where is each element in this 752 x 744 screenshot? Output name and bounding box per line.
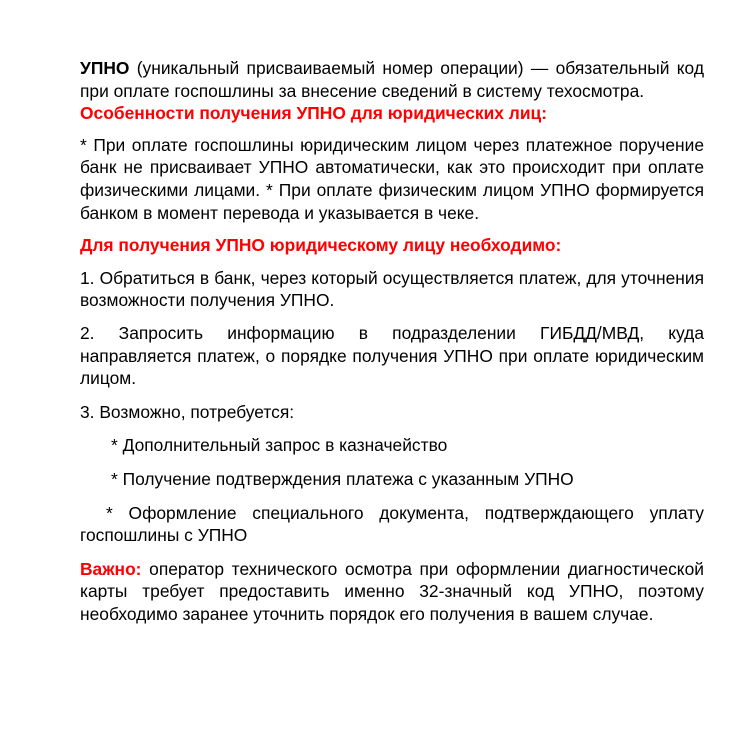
requirements-heading: Для получения УПНО юридическому лицу необходимо: (80, 235, 562, 256)
important-text: оператор технического осмотра при оформлении диагностической карты требует предоставить именно 32-значный код УПНО, поэтому необходимо заранее уточнить порядок его получения в вашем случае. (80, 558, 704, 624)
sub-item-treasury-request: * Дополнительный запрос в казначейство (111, 435, 448, 456)
features-heading: Особенности получения УПНО для юридических лиц: (80, 103, 547, 124)
important-label: Важно: (80, 558, 142, 579)
intro-text: (уникальный присваиваемый номер операции) — обязательный код при оплате госпошлины за внесение сведений в систему техосмотра. (80, 58, 704, 101)
intro-paragraph (80, 57, 704, 102)
sub-item-special-document: * Оформление специального документа, подтверждающего уплату госпошлины с УПНО (80, 502, 704, 546)
sub-item-payment-confirmation: * Получение подтверждения платежа с указанным УПНО (111, 468, 574, 489)
step-3: 3. Возможно, потребуется: (80, 401, 295, 422)
step-1: 1. Обратиться в банк, через который осуществляется платеж, для уточнения возможности получения УПНО. (80, 267, 704, 311)
document-body (80, 57, 704, 625)
step-2: 2. Запросить информацию в подразделении ГИБДД/МВД, куда направляется платеж, о порядке получения УПНО при оплате юридическим лицом. (80, 322, 704, 389)
intro-term: УПНО (80, 58, 130, 78)
features-paragraph: * При оплате госпошлины юридическим лицом через платежное поручение банк не присваивает УПНО автоматически, как это происходит при оплате физическими лицами. * При оплате физическим лицом УПНО формируется банком в момент перевода и указывается в чеке. (80, 134, 704, 223)
important-paragraph (80, 558, 704, 626)
